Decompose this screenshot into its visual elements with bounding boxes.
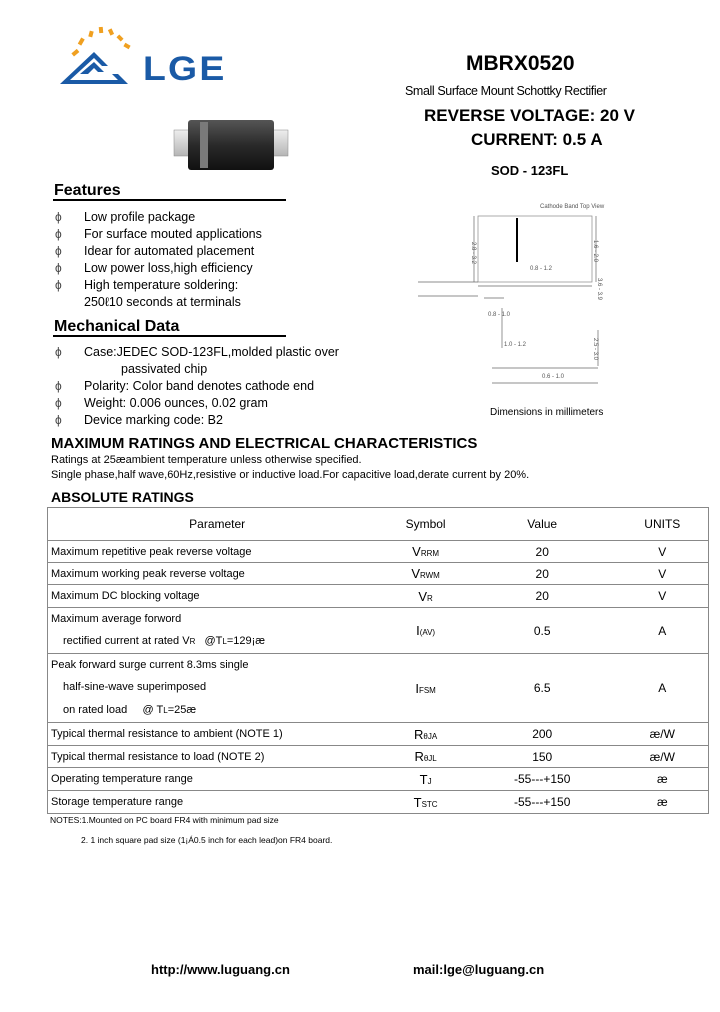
dim-label: 3.6 - 3.9 (596, 278, 602, 301)
symbol-cell: TSTC (383, 791, 468, 814)
mechanical-rule (53, 335, 286, 337)
value-cell: 20 (468, 585, 617, 608)
diagram-caption: Dimensions in millimeters (490, 407, 604, 418)
table-row (48, 585, 709, 608)
symbol-cell: I(AV) (383, 608, 468, 654)
table-row (48, 608, 709, 654)
dimension-diagram (412, 198, 612, 398)
param-cell: Operating temperature range (48, 768, 384, 791)
dim-label: 0.8 - 1.2 (530, 266, 553, 272)
unit-cell: A (617, 654, 709, 723)
dim-label: 0.8 - 1.0 (488, 312, 511, 318)
package-image (172, 116, 290, 174)
param-cell: Maximum working peak reverse voltage (48, 563, 384, 585)
subtitle: Small Surface Mount Schottky Rectifier (405, 84, 607, 98)
unit-cell: æ/W (617, 746, 709, 768)
bullet-icon: ϕ (55, 261, 62, 275)
dim-label: 1.6 - 2.0 (592, 240, 598, 263)
unit-cell: æ/W (617, 723, 709, 746)
logo-mark (58, 22, 140, 88)
feature-item: Idear for automated placement (84, 244, 255, 258)
ratings-table (47, 507, 709, 814)
param-cell: Storage temperature range (48, 791, 384, 814)
value-cell: -55---+150 (468, 791, 617, 814)
unit-cell: æ (617, 768, 709, 791)
value-cell: 20 (468, 541, 617, 563)
unit-cell: æ (617, 791, 709, 814)
features-title: Features (54, 182, 121, 199)
feature-item: Low profile package (84, 210, 196, 224)
value-cell: 6.5 (468, 654, 617, 723)
value-cell: 150 (468, 746, 617, 768)
website-link[interactable]: http://www.luguang.cn (151, 962, 290, 977)
dim-label: 2.8 - 3.2 (470, 242, 476, 265)
feature-continuation: 250ℓ10 seconds at terminals (84, 295, 241, 309)
header-parameter: Parameter (189, 517, 246, 531)
param-cell: Typical thermal resistance to load (NOTE 2) (48, 746, 384, 768)
unit-cell: V (617, 541, 709, 563)
symbol-cell: VRRM (383, 541, 468, 563)
symbol-cell: RθJA (383, 723, 468, 746)
table-row (48, 791, 709, 814)
dim-label: 0.6 - 1.0 (542, 374, 565, 380)
mountain-icon (60, 52, 128, 84)
part-number: MBRX0520 (466, 52, 575, 75)
ratings-title: MAXIMUM RATINGS AND ELECTRICAL CHARACTERISTICS (51, 435, 478, 452)
dim-label: 1.0 - 1.2 (504, 342, 527, 348)
mechanical-title: Mechanical Data (54, 318, 180, 335)
header-symbol: Symbol (405, 517, 446, 531)
mechanical-continuation: passivated chip (121, 362, 208, 376)
bullet-icon: ϕ (55, 278, 62, 292)
header-value: Value (527, 517, 558, 531)
param-cell: Maximum average forword rectified current at rated VR @TL=129¡æ (48, 608, 384, 654)
param-cell: Typical thermal resistance to ambient (NOTE 1) (48, 723, 384, 746)
table-row (48, 654, 709, 723)
unit-cell: V (617, 563, 709, 585)
cathode-band (200, 122, 208, 168)
table-row (48, 746, 709, 768)
feature-item: Low power loss,high efficiency (84, 261, 253, 275)
param-cell: Peak forward surge current 8.3ms single half-sine-wave superimposed on rated load @ TL=25æ (48, 654, 384, 723)
absolute-title: ABSOLUTE RATINGS (51, 489, 194, 505)
bullet-icon: ϕ (55, 413, 62, 427)
mechanical-item: Weight: 0.006 ounces, 0.02 gram (84, 396, 268, 410)
table-row (48, 541, 709, 563)
table-row (48, 563, 709, 585)
package-name: SOD - 123FL (491, 163, 569, 178)
bullet-icon: ϕ (55, 396, 62, 410)
value-cell: 20 (468, 563, 617, 585)
mechanical-item: Device marking code: B2 (84, 413, 223, 427)
symbol-cell: RθJL (383, 746, 468, 768)
note-1: NOTES:1.Mounted on PC board FR4 with minimum pad size (50, 815, 279, 825)
value-cell: 200 (468, 723, 617, 746)
email-link[interactable]: mail:lge@luguang.cn (413, 962, 545, 977)
feature-item: For surface mouted applications (84, 227, 262, 241)
ratings-line-1: Ratings at 25æambient temperature unless otherwise specified. (51, 454, 362, 466)
bullet-icon: ϕ (55, 227, 62, 241)
bullet-icon: ϕ (55, 244, 62, 258)
current-rating: CURRENT: 0.5 A (471, 130, 603, 149)
bullet-icon: ϕ (55, 345, 62, 359)
param-cell: Maximum DC blocking voltage (48, 585, 384, 608)
table-row (48, 768, 709, 791)
value-cell: 0.5 (468, 608, 617, 654)
dim-label: 2.5 - 3.0 (592, 338, 598, 361)
bullet-icon: ϕ (55, 210, 62, 224)
note-2: 2. 1 inch square pad size (1¡Á0.5 inch for each lead)on FR4 board. (81, 835, 333, 845)
ratings-line-2: Single phase,half wave,60Hz,resistive or inductive load.For capacitive load,derate current by 20%. (51, 469, 530, 481)
mechanical-item: Case:JEDEC SOD-123FL,molded plastic over (84, 345, 339, 359)
header-units: UNITS (644, 517, 681, 531)
features-rule (53, 199, 286, 201)
param-cell: Maximum repetitive peak reverse voltage (48, 541, 384, 563)
mechanical-item: Polarity: Color band denotes cathode end (84, 379, 315, 393)
symbol-cell: TJ (383, 768, 468, 791)
unit-cell: A (617, 608, 709, 654)
diagram-top-label: Cathode Band Top View (540, 204, 605, 210)
value-cell: -55---+150 (468, 768, 617, 791)
symbol-cell: IFSM (383, 654, 468, 723)
table-header-row (48, 508, 709, 541)
brand-name: LGE (143, 50, 227, 88)
table-row (48, 723, 709, 746)
reverse-voltage: REVERSE VOLTAGE: 20 V (424, 106, 635, 125)
symbol-cell: VRWM (383, 563, 468, 585)
feature-item: High temperature soldering: (84, 278, 239, 292)
unit-cell: V (617, 585, 709, 608)
symbol-cell: VR (383, 585, 468, 608)
sun-rays-icon (71, 27, 130, 57)
bullet-icon: ϕ (55, 379, 62, 393)
